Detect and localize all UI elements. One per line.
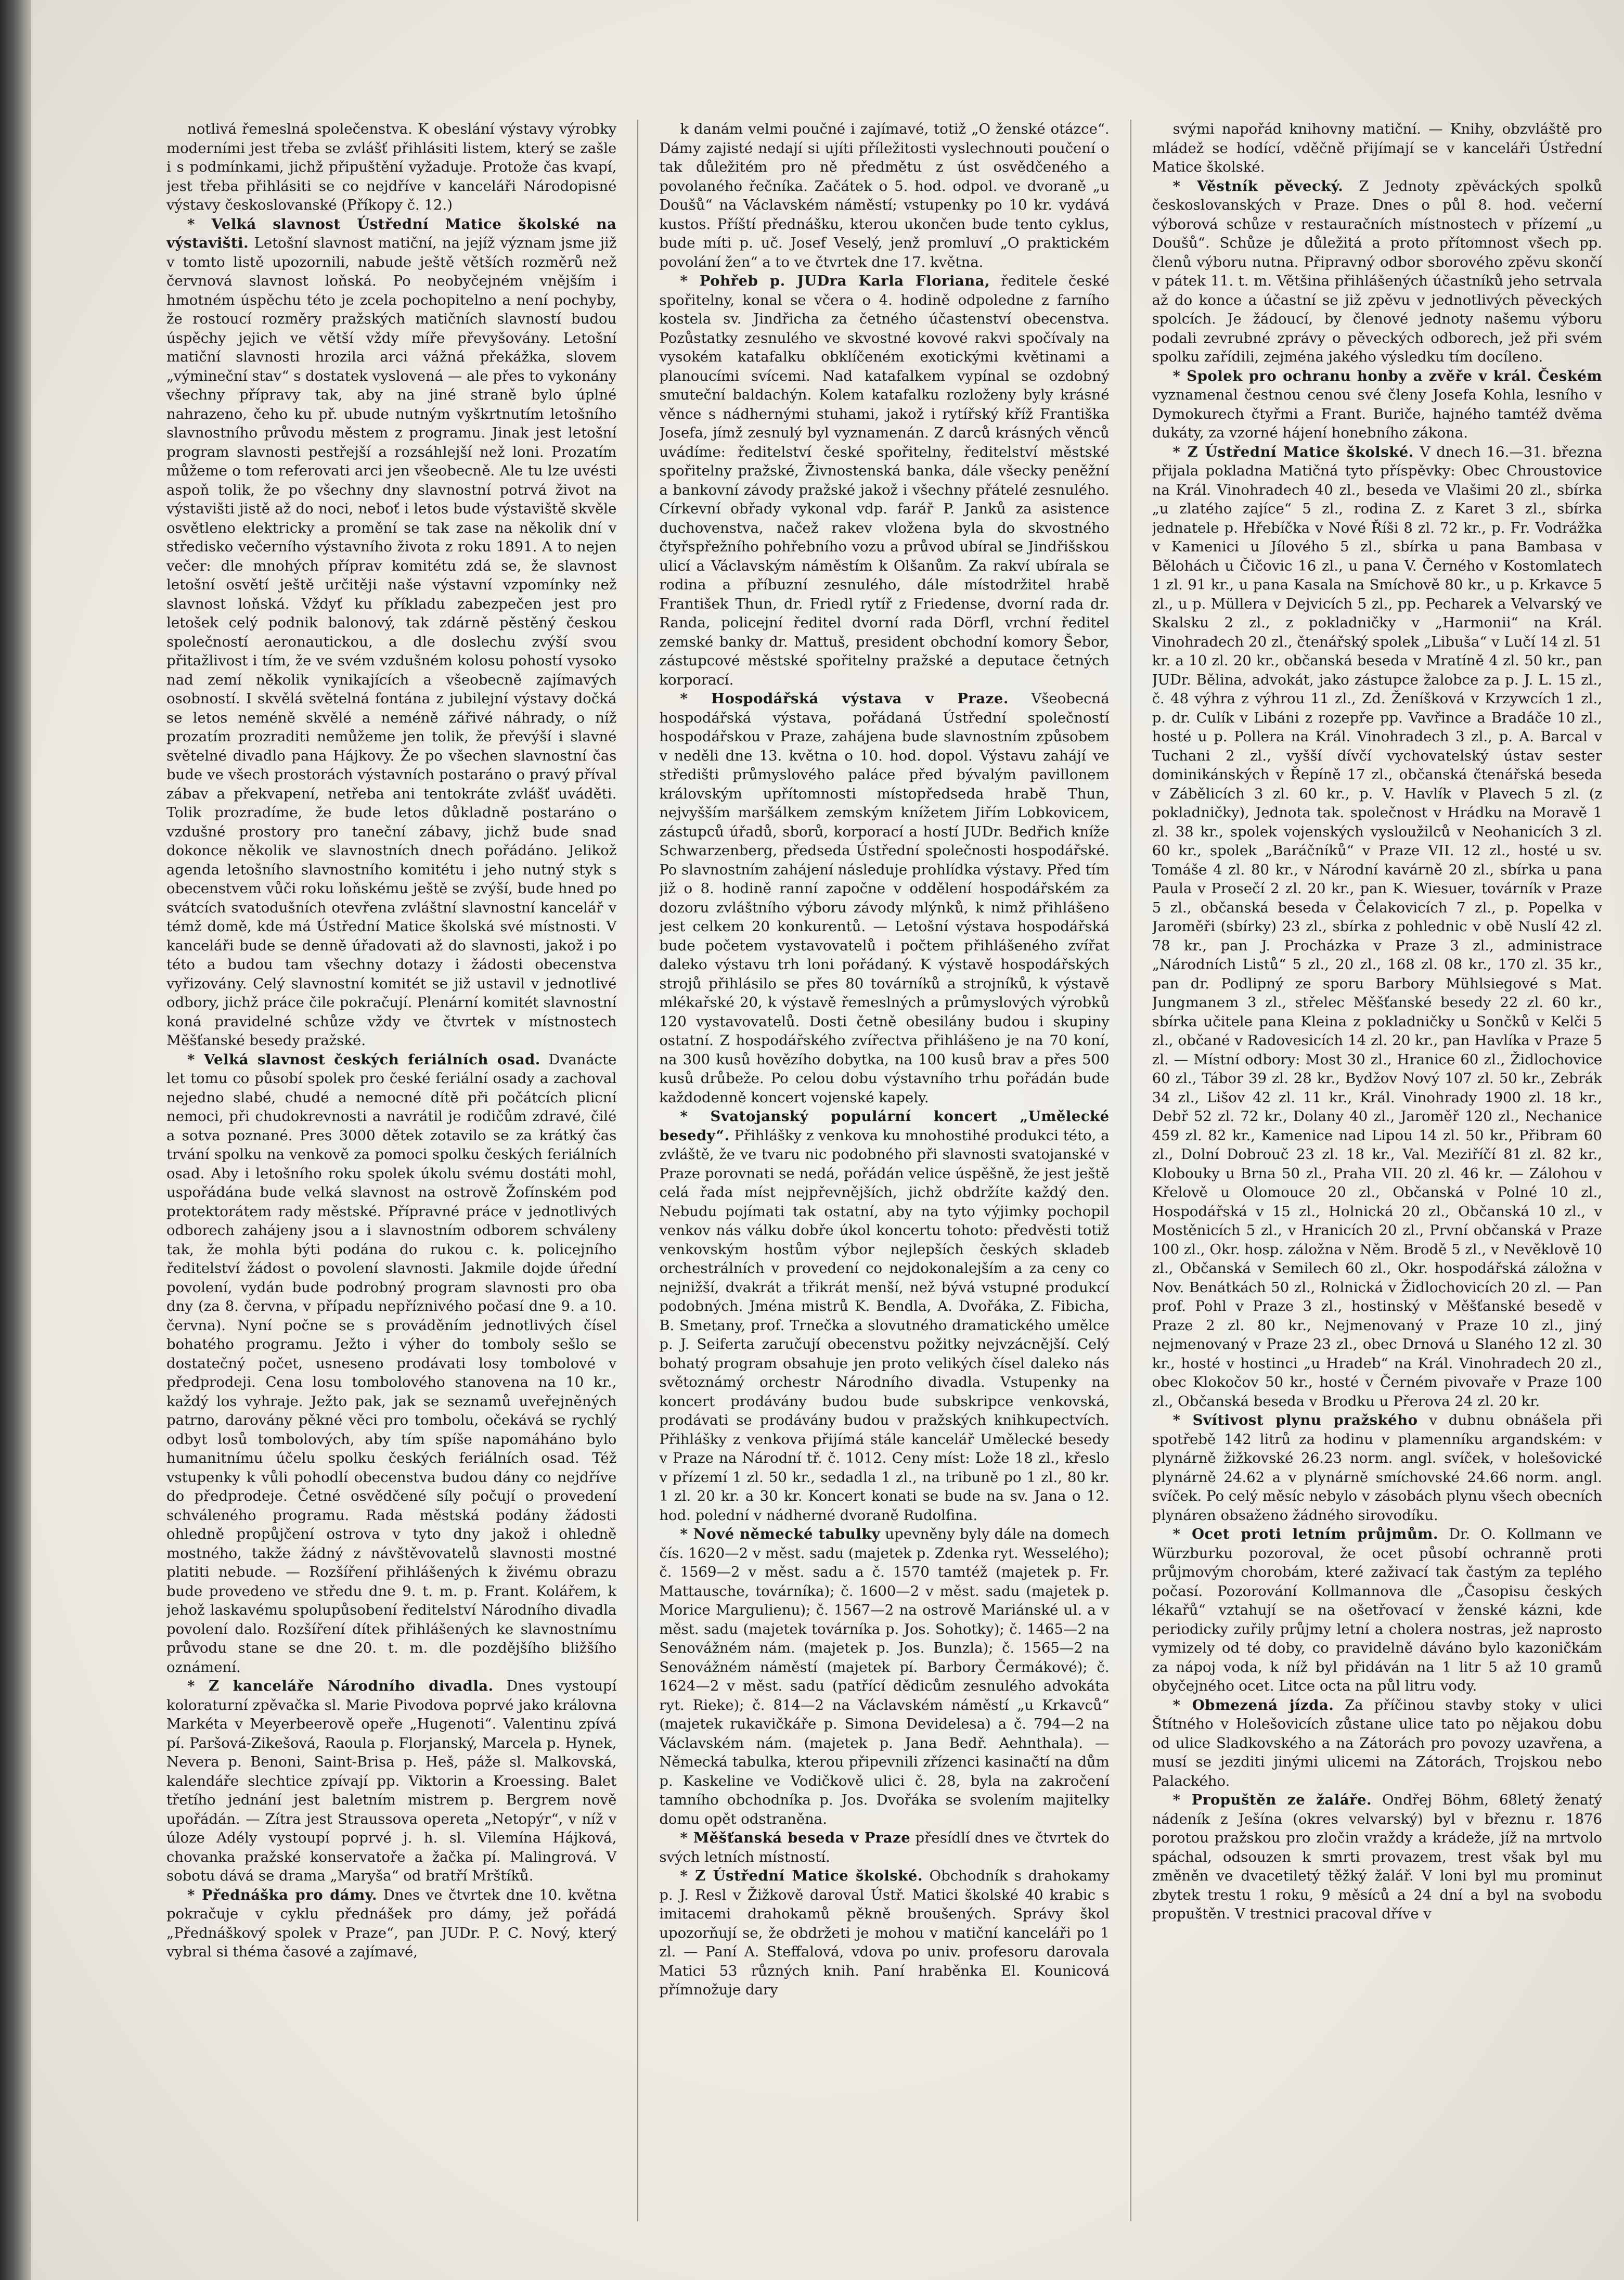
article-text: notlivá řemeslná společenstva. K obeslání výstavy výrobky moderními jest třeba se zvlášť přihlásiti listem, který se zašle i s podmínkami, jichž připuštění vyžaduje. Protože čas kvapí, jest třeba přihlásiti se co nejdříve v kanceláři Národopisné výstavy českoslovanské (Příkopy č. 12.)	[166, 121, 617, 213]
article-text: Dr. O. Kollmann ve Würzburku pozoroval, že ocet působí ochranně proti průjmovým chorobám, které zaživací tak častým za teplého počasí. Pozorování Kollmannova dle „Časopisu českých lékařů“ vztahují se na ošetřovací v ženské kázni, kde periodicky zuřily průjmy letní a cholera nostras, jež naprosto vymizely od té doby, co pravidelně dáváno bylo kazoničkám za nápoj voda, k níž byl přidáván na 1 litr 5 až 10 gramů obyčejného ocet. Litce octa na půl litru vody.	[1152, 1526, 1602, 1694]
article-text: upevněny byly dále na domech čís. 1620—2 v měst. sadu (majetek p. Zdenka ryt. Wesselého); č. 1569—2 v měst. sadu a č. 1570 tamtéž (majetek p. Fr. Mattausche, továrníka); č. 1600—2 v měst. sadu (majetek p. Morice Margulienu); č. 1567—2 na ostrově Mariánské ul. a v měst. sadu (majetek továrníka p. Jos. Sohotky); č. 1465—2 na Senovážném nám. (majetek p. Jos. Bunzla); č. 1565—2 na Senovážném náměstí (majetek pí. Barbory Čermákové); č. 1624—2 v měst. sadu (patřící dědicům zesnulého advokáta ryt. Rieke); č. 814—2 na Václavském náměstí „u Krkavců“ (majetek rukavičkáře p. Simona Devidelesa) a č. 794—2 na Václavském nám. (majetek p. Jana Bedř. Aehnthala). — Německá tabulka, kterou připevnili zřízenci kasinačtí na dům p. Kaskeline ve Vodičkově ulici č. 28, byla na zakročení tamního obchodníka p. Jos. Dvořáka se svolením majitelky domu opět odstraněna.	[659, 1526, 1110, 1827]
article-paragraph	[659, 120, 1109, 272]
article-paragraph	[1152, 1790, 1602, 1924]
article-text: vyznamenal čestnou cenou své členy Josefa Kohla, lesního v Dymokurech čtyřmi a Frant. Buriče, hajného tamtéž dvěma dukáty, za vzorné hájení honebního zákona.	[1152, 387, 1602, 441]
article-heading: * Nové německé tabulky	[680, 1526, 881, 1542]
column-3	[1152, 120, 1602, 2221]
article-heading: * Věstník pěvecký.	[1172, 177, 1344, 195]
article-heading: * Z kanceláře Národního divadla.	[187, 1678, 494, 1694]
article-heading: * Z Ústřední Matice školské.	[680, 1867, 923, 1884]
article-text: Obchodník s drahokamy p. J. Resl v Žižkově daroval Ústř. Matici školské 40 krabic s imitacemi drahokamů pěkně broušených. Správy škol upozorňují se, že obdržeti je mohou v matiční kanceláři po 1 zl. — Paní A. Steffalová, vdova po univ. profesoru darovala Matici 53 různých knih. Paní hraběnka El. Kounicová přímnožuje dary	[659, 1867, 1110, 1998]
article-paragraph	[166, 120, 616, 215]
article-paragraph	[1152, 177, 1602, 367]
article-heading: * Velká slavnost českých feriálních osad.	[187, 1051, 540, 1068]
article-paragraph	[659, 1107, 1109, 1525]
column-1	[166, 120, 616, 2221]
article-paragraph	[166, 1050, 616, 1677]
article-paragraph	[659, 1525, 1109, 1828]
article-heading: * Přednáška pro dámy.	[187, 1886, 378, 1903]
article-paragraph	[166, 1886, 616, 1962]
newspaper-page	[166, 120, 1602, 2221]
article-text: Z Jednoty zpěváckých spolků českoslovanských v Praze. Dnes o půl 8. hod. večerní výborová schůze v restauračních místnostech v přízemí „u Doušů“. Schůze je důležitá a proto přítomnost všech pp. členů výboru nutna. Připravný odbor sborového zpěvu skončí v pátek 11. t. m. Většina přihlášených účastníků jeho setrvala až do konce a účastní se již zpěvu v jednotlivých pěveckých spolcích. Je žádoucí, by členové jednoty našemu výboru podali zevrubné zprávy o pěveckých odborech, jež při svém spolku zařídili, zejména jakého výsledku tím docíleno.	[1152, 177, 1602, 365]
article-heading: * Ocet proti letním průjmům.	[1172, 1526, 1438, 1542]
article-heading: * Hospodářská výstava v Praze.	[680, 690, 1009, 707]
article-text: v dubnu obnášela při spotřebě 142 litrů za hodinu v plamenníku argandském: v plynárně žižkovské 26.23 norm. angl. svíček, v holešovické plynárně 24.62 a v plynárně smíchovské 24.66 norm. angl. svíček. Po celý měsíc nebylo v zásobách plynu všech obecních plynáren obsaženo žádného sirovodíku.	[1152, 1412, 1602, 1524]
article-text: Dvanácte let tomu co působí spolek pro české feriální osady a zachoval nejedno slabé, chudé a nemocné dítě při počátcích plicní nemoci, při chudokrevnosti a navrátil je rodičům zdravé, čilé a sotva poznané. Pres 3000 dětek zotavilo se za krátký čas trvání spolku na venkově za pomoci spolku českých feriálních osad. Aby i letošního roku spolek úkolu svému dostáti mohl, uspořádána bude velká slavnost na ostrově Žofínském pod protektorátem rady městské. Přípravné práce v jednotlivých odborech zahájeny jsou a i slavnostním odborem schváleny tak, že mohla býti podána do rukou c. k. policejního ředitelství žádost o povolení slavnosti. Jakmile dojde úřední povolení, vydán bude podrobný program slavnosti pro oba dny (za 8. června, v případu nepříznivého počasí dne 9. a 10. června). Nyní počne se s prováděním jednotlivých čísel bohatého programu. Ježto i výher do tomboly sešlo se dostatečný počet, usneseno prodávati losy tombolové v předprodeji. Cena losu tombolového stanovena na 10 kr., každý los vyhraje. Ježto pak, jak se seznamů uveřejněných patrno, darovány pěkné věci pro tombolu, očekává se rychlý odbyt losů tombolových, aby tím spíše napomáháno bylo humanitnímu účelu spolku českých feriálních osad. Též vstupenky k vůli pohodlí obecenstva budou dány co nejdříve do předprodeje. Četné osvědčené síly počují o provedení schváleného programu. Rada městská podány žádosti ohledně propůjčení ostrova v tyto dny jakož i ohledně mostného, takže žádný z návštěvovatelů slavnosti mostné platiti nebude. — Rozšíření přihlášených k živému obrazu bude provedeno ve středu dne 9. t. m. p. Frant. Kolářem, k jehož laskavému spolupůsobení ředitelství Národního divadla povolení dalo. Rozšíření dítek přihlášených ke slavnostnímu průvodu stane se dne 20. t. m. dle pozdějšího bližšího oznámení.	[166, 1051, 617, 1676]
article-text: Dnes ve čtvrtek dne 10. května pokračuje v cyklu přednášek pro dámy, jež pořádá „Přednáškový spolek v Praze“, pan JUDr. P. C. Nový, který vybral si théma časové a zajímavé,	[166, 1886, 617, 1960]
article-text: Ondřej Böhm, 68letý ženatý nádeník z Ješína (okres velvarský) byl v březnu r. 1876 porotou pražskou pro zločin vraždy a krádeže, jíž na mrtvolo spáchal, odsouzen k smrti provazem, trest však byl mu změněn ve dvacetiletý těžký žalář. V loni byl mu prominut zbytek trestu 1 roku, 9 měsíců a 24 dní a byl na svobodu propuštěn. V trestnici pracoval dříve v	[1152, 1792, 1602, 1922]
article-paragraph	[1152, 367, 1602, 443]
article-paragraph	[1152, 1525, 1602, 1696]
article-text: Přihlášky z venkova ku mnohostihé produkci této, a zvláště, že ve tvaru nic podobného při slavnosti svatojanské v Praze porovnati se nedá, pořádán velice úspěšně, že jest ještě celá řada míst nejpřevnějších, jichž obdržíte každý den. Nebudu pojímati tak ostatní, aby na tyto výjimky pochopil venkov nás válku dobře úkol koncertu tohoto: předvěsti totiž venkovským hostům výbor nejlepších českých skladeb orchestrálních v provedení co nejdokonalejším a za ceny co nejnižší, dvakrát a třikrát menší, než bývá vstupné produkcí podobných. Jména mistrů K. Bendla, A. Dvořáka, Z. Fibicha, B. Smetany, prof. Trnečka a slovutného dramatického umělce p. J. Seiferta zaručují obecenstvu požitky nejvzácnější. Celý bohatý program obsahuje jen proto velikých čísel daleko nás světoznámý orchestr Národního divadla. Vstupenky na koncert prodávány budou bude subskripce venkovská, prodávati se prodávány budou v pražských knihkupectvích. Přihlášky z venkova přijímá stále kancelář Umělecké besedy v Praze na Národní tř. č. 1012. Ceny míst: Lože 18 zl., křeslo v přízemí 1 zl. 50 kr., sedadla 1 zl., na tribuně po 1 zl., 80 kr. 1 zl. 20 kr. a 30 kr. Koncert konati se bude na sv. Jana o 12. hod. polední v nádherné dvoraně Rudolfina.	[659, 1127, 1110, 1524]
article-paragraph	[659, 689, 1109, 1107]
article-paragraph	[659, 1866, 1109, 2000]
article-text: Za příčinou stavby stoky v ulici Štítného v Holešovicích zůstane ulice tato po nějakou dobu od ulice Sladkovského a na Zátorách pro povozy uzavřena, a musí se jezditi jinými ulicemi na Zátorách, Trojskou nebo Palackého.	[1152, 1696, 1602, 1789]
article-paragraph	[659, 1828, 1109, 1866]
article-heading: * Propuštěn ze žaláře.	[1172, 1792, 1372, 1808]
article-text: přesídlí dnes ve čtvrtek do svých letních místností.	[659, 1830, 1110, 1865]
column-2	[659, 120, 1109, 2221]
article-text: V dnech 16.—31. března přijala pokladna Matičná tyto příspěvky: Obec Chroustovice na Král. Vinohradech 40 zl., beseda ve Vlašimi 20 zl., sbírka „u zlatého zajíce“ 5 zl., rodina Z. z Karet 3 zl., sbírka jednatele p. Hřebíčka v Nové Říši 8 zl. 72 kr., p. Fr. Vodrážka v Kamenici u Jílového 5 zl., sbírka u pana Bambasa v Bělohách u Čičovic 16 zl., u pana V. Černého v Kostomlatech 1 zl. 91 kr., u pana Kasala na Smíchově 80 kr., u p. Krkavce 5 zl., u p. Müllera v Dejvicích 5 zl., pp. Pecharek a Velvarský ve Skalsku 2 zl., z pokladničky v „Harmonii“ na Král. Vinohradech 20 zl., čtenářský spolek „Libuša“ v Lučí 14 zl. 51 kr. a 10 zl. 20 kr., občanská beseda v Mratíně 4 zl. 50 kr., pan JUDr. Bělina, advokát, jako zástupce žalobce za p. J. L. 15 zl., č. 48 výhra z výhrou 11 zl., Zd. Ženíšková v Krzywcích 1 zl., p. dr. Culík v Libáni z rozepře pp. Vavřince a Bradáče 10 zl., hosté u p. Pollera na Král. Vinohradech 3 zl., p. A. Barcal v Tuchani 2 zl., vyšší dívčí vychovatelský ústav sester dominikánských v Řepíně 17 zl., občanská čtenářská beseda v Zábělicích 3 zl. 60 kr., p. V. Havlík v Plavech 5 zl. (z pokladničky), Jednota tak. společnost v Hrádku na Moravě 1 zl. 38 kr., spolek vojenských vysloužilců v Neohanicích 3 zl. 60 kr., spolek „Baráčníků“ v Praze VII. 12 zl., hosté u sv. Tomáše 4 zl. 80 kr., v Národní kavárně 20 zl., sbírka u pana Paula v Prosečí 2 zl. 20 kr., pan K. Wiesuer, továrník v Praze 5 zl., občanská beseda v Čelakovicích 7 zl., p. Popelka v Jaroměři (sbírky) 23 zl., sbírka z pohlednic v obě Nuslí 42 zl. 78 kr., pan J. Procházka v Praze 3 zl., administrace „Národních Listů“ 5 zl., 20 zl., 168 zl. 08 kr., 170 zl. 35 kr., pan dr. Podlipný ze sporu Barbory Mühlsiegové s Mat. Jungmanem 3 zl., střelec Měšťanské besedy 22 zl. 60 kr., sbírka učitele pana Kleina z pokladničky u Sončků v Kelči 5 zl., občané v Radovesicích 14 zl. 20 kr., pan Havlíka v Praze 5 zl. — Místní odbory: Most 30 zl., Hranice 60 zl., Židlochovice 60 zl., Tábor 39 zl. 28 kr., Bydžov Nový 107 zl. 50 kr., Zebrák 34 zl., Lišov 42 zl. 11 kr., Král. Vinohrady 1900 zl. 18 kr., Debř 52 zl. 72 kr., Dolany 40 zl., Jaroměř 120 zl., Nechanice 459 zl. 82 kr., Kamenice nad Lipou 14 zl. 50 kr., Přibram 60 zl., Dolní Dobrouč 23 zl. 18 kr., Val. Meziříčí 81 zl. 82 kr., Klobouky u Brna 50 zl., Praha VII. 20 zl. 46 kr. — Zálohou v Křelově u Olomouce 20 zl., Občanská v Polné 10 zl., Hospodářská v 15 zl., Holnická 20 zl., Občanská 10 zl., v Mostěnicích 5 zl., v Hranicích 20 zl., První občanská v Praze 100 zl., Okr. hosp. záložna v Něm. Brodě 5 zl., v Nevěklově 10 zl., Občanská v Semilech 60 zl., Okr. hospodářská záložna v Nov. Benátkách 50 zl., Rolnická v Židlochovicích 20 zl. — Pan prof. Pohl v Praze 3 zl., hostinský v Měšťanské besedě v Praze 2 zl. 80 kr., Nejmenovaný v Praze 10 zl., jiný nejmenovaný v Praze 23 zl., obec Drnová u Slaného 12 zl. 30 kr., hosté v hostinci „u Hradeb“ na Král. Vinohradech 20 zl., obec Klokočov 50 kr., hosté v Černém pivovaře v Praze 100 zl., Občanská beseda v Brodku u Přerova 24 zl. 20 kr.	[1152, 443, 1602, 1410]
article-heading: * Velká slavnost Ústřední Matice školské na výstavišti.	[166, 215, 617, 251]
article-paragraph	[1152, 1696, 1602, 1791]
article-text: Dnes vystoupí koloraturní zpěvačka sl. Marie Pivodova poprvé jako královna Markéta v Meyerbeerově opeře „Hugenoti“. Valentinu zpívá pí. Paršová-Zikešová, Raoula p. Florjanský, Marcela p. Hynek, Nevera p. Benoni, Saint-Brisa p. Heš, páže sl. Malkovská, kalendáře slechtice zpívají pp. Viktorin a Kroessing. Balet třetího jednání jest baletním mistrem p. Bergrem nově upořádán. — Zítra jest Straussova opereta „Netopýr“, v níž v úloze Adély vystoupí poprvé j. h. sl. Vilemína Hájková, chovanka pražské konservatoře a žačka pí. Malingrová. V sobotu dává se drama „Maryša“ od bratří Mrštíků.	[166, 1678, 617, 1884]
article-heading: * Spolek pro ochranu honby a zvěře v král. Českém	[1172, 367, 1602, 384]
column-rule	[637, 120, 638, 2221]
article-paragraph	[659, 272, 1109, 689]
article-heading: * Měšťanská beseda v Praze	[680, 1830, 911, 1846]
article-paragraph	[1152, 1411, 1602, 1525]
article-heading: * Svítivost plynu pražského	[1172, 1412, 1418, 1428]
article-paragraph	[1152, 443, 1602, 1411]
article-heading: * Pohřeb p. JUDra Karla Floriana,	[680, 273, 990, 289]
article-text: Všeobecná hospodářská výstava, pořádaná Ústřední společností hospodářskou v Praze, zahájena bude slavnostním způsobem v neděli dne 13. května o 10. hod. dopol. Výstavu zahájí ve středišti průmyslového paláce před bývalým pavillonem královským upřítomnosti místopředseda hrabě Thun, nejvyšším maršálkem zemským knížetem Jiřím Lobkovicem, zástupců úřadů, sborů, korporací a hostí JUDr. Bedřich kníže Schwarzenberg, předseda Ústřední společnosti hospodářské. Po slavnostním zahájení následuje prohlídka výstavy. Před tím již o 8. hodině ranní započne v oddělení hospodářském za dozoru zvláštního výboru závody mlýnků, k nimž přihlášeno jest celkem 20 konkurentů. — Letošní výstava hospodářská bude početem vystavovatelů i počtem přihlášeného zvířat daleko výstavu trh loni pořádaný. K výstavě hospodářských strojů přihlásilo se přes 80 továrníků a strojníků, k výstavě mlékařské 20, k výstavě řemeslných a průmyslových výrobků 120 vystavovatelů. Dosti četně obesilány budou i skupiny ostatní. Z hospodářského zvířectva přihlášeno je na 70 koní, na 300 kusů hovězího dobytka, na 100 kusů brav a přes 500 kusů drůbeže. Po celou dobu výstavního trhu pořádán bude každodenně koncert vojenské kapely.	[659, 690, 1110, 1106]
article-heading: * Z Ústřední Matice školské.	[1172, 443, 1414, 460]
article-heading: * Obmezená jízda.	[1172, 1696, 1334, 1714]
article-text: k danám velmi poučné i zajímavé, totiž „O ženské otázce“. Dámy zajisté nedají si ujíti příležitosti vyslechnouti poučení o tak důležitém pro ně předmětu z úst osvědčeného a povolaného řečníka. Začátek o 5. hod. odpol. ve dvoraně „u Doušů“ na Václavském náměstí; vstupenky po 10 kr. vydává kustos. Příští přednášku, kterou ukončen bude tento cyklus, bude míti p. uč. Josef Veselý, jenž promluví „O praktickém povolání žen“ a to ve čtvrtek dne 17. května.	[659, 121, 1110, 270]
article-text: Letošní slavnost matiční, na jejíž význam jsme již v tomto listě upozornili, nabude ještě větších rozměrů než červnová slavnost loňská. Po neobyčejném vnějším i hmotném úspěchu této je zcela pochopitelno a není pochyby, že rostoucí rozměry pražských matičních slavností budou úspěchy jejich ve větší vždy míře převyšovány. Letošní matiční slavnosti hrozila arci vážná překážka, slovem „výmineční stav“ s dostatek vyslovená — ale přes to vykonány všechny přípravy tak, aby na jiné straně bylo úplné nahrazeno, čeho ku př. ubude nutným vyškrtnutím letošního slavnostního průvodu městem z programu. Jinak jest letošní program slavnosti pestřejší a rozsáhlejší než loni. Prozatím můžeme o tom referovati arci jen všeobecně. Ale tu lze uvésti aspoň tolik, že po všechny dny slavnostní potrvá život na výstavišti jistě až do noci, neboť i letos bude výstaviště skvěle osvětleno elektricky a promění se tak zase na několik dní v středisko večerního výstavního života z roku 1891. A to nejen večer: dle mnohých příprav komitétu zdá se, že slavnost letošní osvětí ještě určitěji naše výstavní vzpomínky než slavnost loňská. Vždyť ku příkladu zabezpečen jest pro letošek celý podnik balonový, tak zdárně pěstěný českou společností aeronautickou, a dle doslechu zvýší svou přitažlivost i tím, že ve svém vzdušném kolosu pohostí vysoko nad zemí několik vynikajících a všeobecně zajímavých osobností. I skvělá světelná fontána z jubilejní výstavy dočká se letos neméně skvělé a neméně zářivé náhrady, o níž prozatím prozraditi nemůžeme jen tolik, že převýší i slavné světelné divadlo pana Hájkovy. Že po všechen slavnostní čas bude ve všech prostorách výstavních postaráno o pravý příval zábav a překvapení, netřeba ani tentokráte zvlášť uváděti. Tolik prozradíme, že bude letos důkladně postaráno o vzdušné prostory pro taneční zábavy, jichž bude snad dokonce několik ve slavnostních dnech pořádáno. Jelikož agenda letošního slavnostního komitétu i jeho nutný styk s obecenstvem vůči roku loňskému ještě se zvýší, bude hned po svátcích svatodušních otevřena zvláštní slavnostní kancelář v témž domě, kde má Ústřední Matice školská své místnosti. V kanceláři bude se denně úřadovati až do slavnosti, jakož i po této a budou tam všechny dotazy i žádosti obecenstva vyřizovány. Celý slavnostní komitét se již ustavil v jednotlivé odbory, jichž práce čile pokračují. Plenární komitét slavnostní koná pravidelné schůze vždy ve čtvrtek v místnostech Měšťanské besedy pražské.	[166, 235, 617, 1049]
binding-edge	[0, 0, 31, 2280]
article-text: svými napořád knihovny matiční. — Knihy, obzvláště pro mládež se hodící, vděčně přijímají se v kanceláři Ústřední Matice školské.	[1152, 121, 1602, 175]
article-text: ředitele české spořitelny, konal se včera o 4. hodině odpoledne z farního kostela sv. Jindřicha za četného účastenství obecenstva. Pozůstatky zesnulého ve skvostné kovové rakvi spočívaly na vysokém katafalku obklíčeném exotickými květinami a planoucími svícemi. Nad katafalkem vypínal se ozdobný smuteční baldachýn. Kolem katafalku rozloženy byly krásné věnce s nádhernými stuhami, jakož i rytířský kříž Františka Josefa, jímž zesnulý byl vyznamenán. Z darců krásných věnců uvádíme: ředitelství české spořitelny, ředitelství městské spořitelny pražské, Živnostenská banka, dále všecky peněžní a bankovní závody pražské jakož i všechny přátelé zesnulého. Církevní obřady vykonal vdp. farář P. Janků za asistence duchovenstva, načež rakev vložena byla do skvostného čtyřspřežního pohřebního vozu a průvod ubíral se Jindřišskou ulicí a Václavským náměstím k Olšanům. Za rakví ubírala se rodina a příbuzní zesnulého, dále místodržitel hrabě František Thun, dr. Friedl rytíř z Friedense, dvorní rada dr. Randa, policejní ředitel dvorní rada Dörfl, vrchní ředitel zemské banky dr. Mattuš, president obchodní komory Šebor, zástupcové městské spořitelny pražské a deputace četných korporací.	[659, 273, 1110, 688]
article-paragraph	[166, 1677, 616, 1886]
column-rule	[1130, 120, 1131, 2221]
article-paragraph	[1152, 120, 1602, 177]
article-paragraph	[166, 215, 616, 1050]
article-heading: * Svatojanský populární koncert „Umělecké besedy“.	[659, 1108, 1110, 1144]
